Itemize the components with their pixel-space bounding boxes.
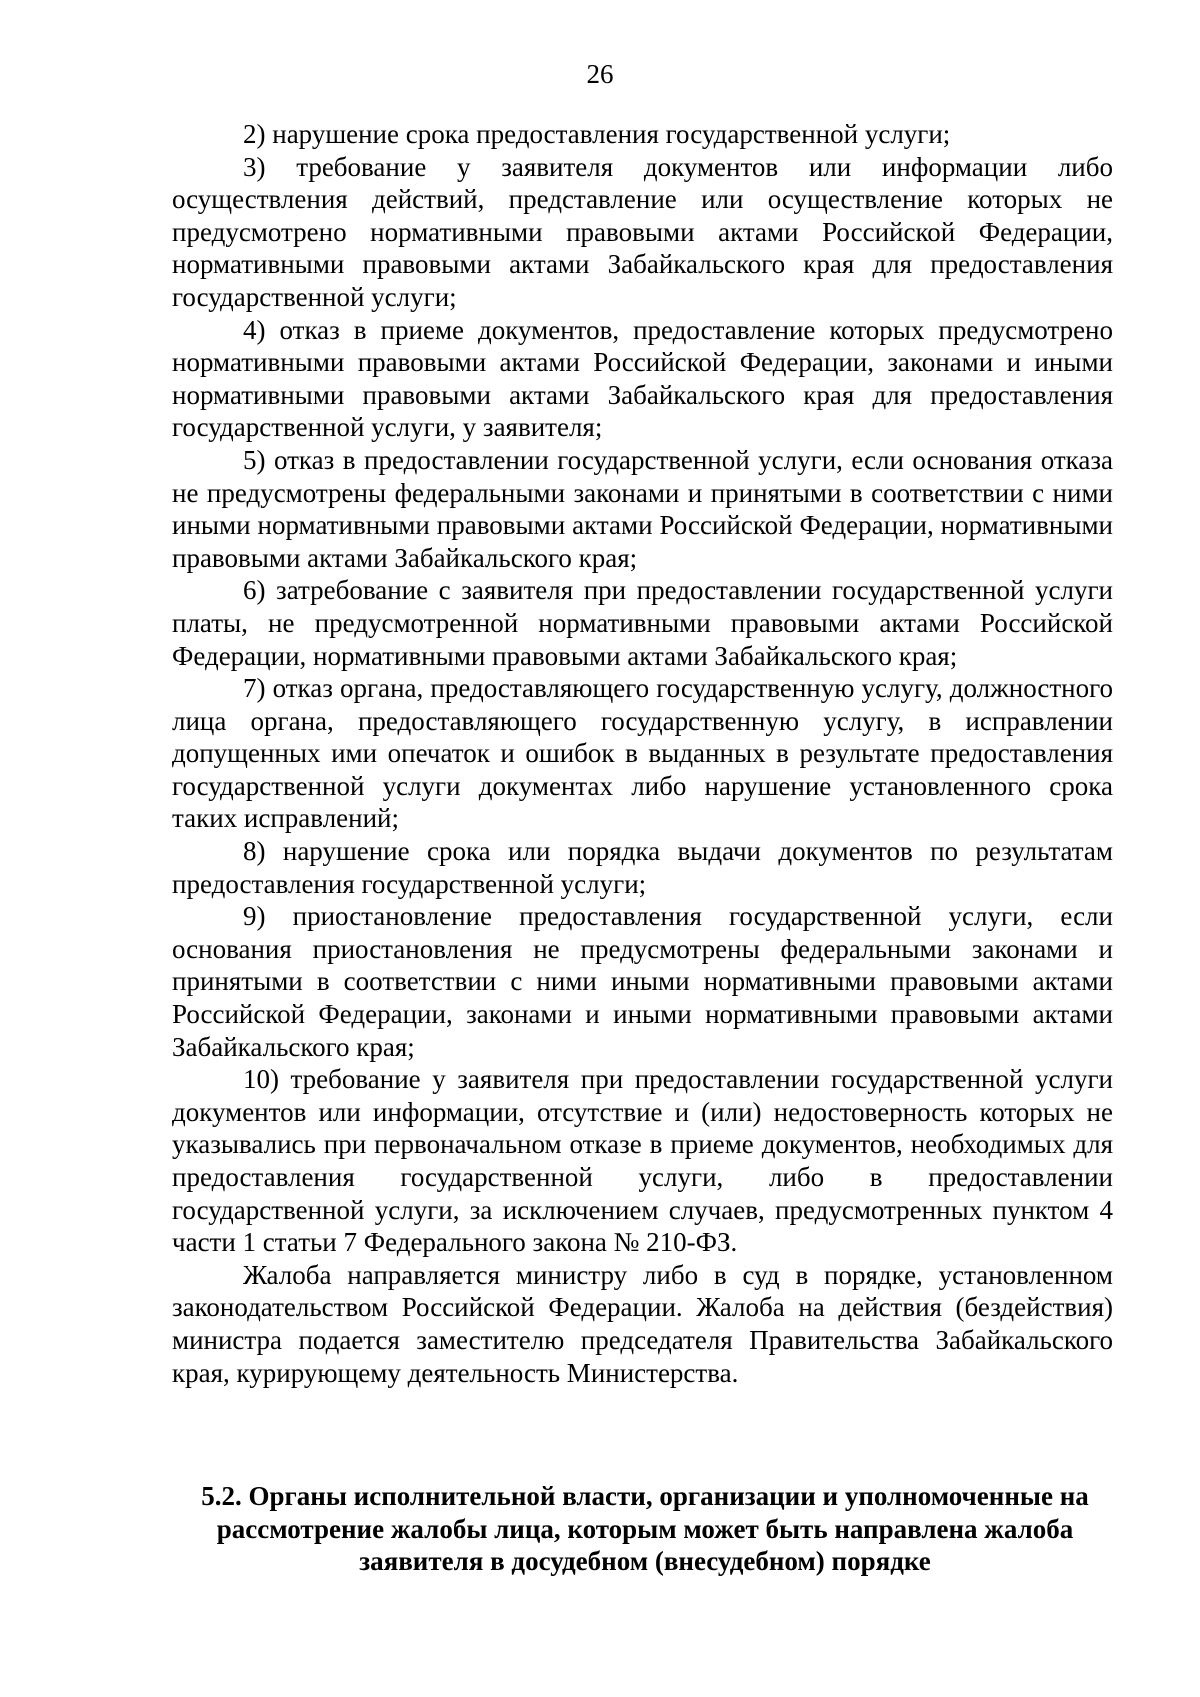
paragraph-item-2: 2) нарушение срока предоставления государственной услуги;	[243, 119, 951, 149]
page-number: 26	[586, 59, 614, 89]
paragraph-complaint-routing: Жалоба направляется министру либо в суд в порядке, установленном законодательством Российской Федерации. Жалоба на действия (бездействия) министра подается заместителю председателя Правительства Забайкальского края, курирующему деятельность Министерства.	[172, 1259, 1113, 1388]
paragraph-item-5: 5) отказ в предоставлении государственной услуги, если основания отказа не предусмотрены федеральными законами и принятыми в соответствии с ними иными нормативными правовыми актами Российской Федерации, нормативными правовыми актами Забайкальского края;	[172, 444, 1113, 573]
paragraph-item-10: 10) требование у заявителя при предоставлении государственной услуги документов или информации, отсутствие и (или) недостоверность которых не указывались при первоначальном отказе в приеме документов, необходимых для предоставления государственной услуги, либо в предоставлении государственной услуги, за исключением случаев, предусмотренных пунктом 4 части 1 статьи 7 Федерального закона № 210-ФЗ.	[172, 1064, 1113, 1258]
paragraph-item-6: 6) затребование с заявителя при предоставлении государственной услуги платы, не предусмотренной нормативными правовыми актами Российской Федерации, нормативными правовыми актами Забайкальского края;	[172, 575, 1113, 671]
section-heading: 5.2. Органы исполнительной власти, организации и уполномоченные на рассмотрение жалобы лица, которым может быть направлена жалоба заявителя в досудебном (внесудебном) порядке	[201, 1481, 1089, 1576]
paragraph-item-4: 4) отказ в приеме документов, предоставление которых предусмотрено нормативными правовыми актами Российской Федерации, законами и иными нормативными правовыми актами Забайкальского края для предоставления государственной услуги, у заявителя;	[172, 314, 1113, 443]
paragraph-item-3: 3) требование у заявителя документов или информации либо осуществления действий, представление или осуществление которых не предусмотрено нормативными правовыми актами Российской Федерации, нормативными правовыми актами Забайкальского края для предоставления государственной услуги;	[172, 151, 1113, 312]
paragraph-item-8: 8) нарушение срока или порядка выдачи документов по результатам предоставления государственной услуги;	[172, 836, 1113, 899]
document-body	[172, 118, 1113, 1389]
paragraph-item-7: 7) отказ органа, предоставляющего государственную услугу, должностного лица органа, предоставляющего государственную услугу, в исправлении допущенных ими опечаток и ошибок в выданных в результате предоставления государственной услуги документах либо нарушение установленного срока таких исправлений;	[172, 673, 1113, 834]
paragraph-item-9: 9) приостановление предоставления государственной услуги, если основания приостановления не предусмотрены федеральными законами и принятыми в соответствии с ними иными нормативными правовыми актами Российской Федерации, законами и иными нормативными правовыми актами Забайкальского края;	[172, 901, 1113, 1062]
